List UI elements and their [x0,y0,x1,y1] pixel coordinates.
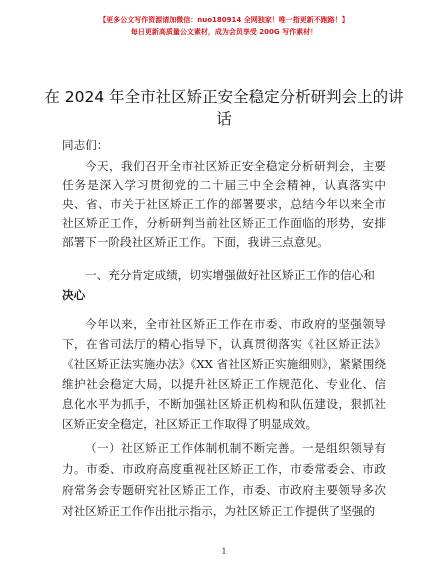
section-heading-1-cont: 决心 [62,288,86,302]
promo-line-2: 每日更新高质量公文素材，成为会员享受 200G 写作素材！ [130,28,318,36]
section-heading-1 [62,265,386,305]
page-number: 1 [221,547,227,556]
promo-banner [0,14,448,38]
salutation: 同志们： [62,138,109,152]
promo-line-1: 【更多公文写作资源请加微信：nuo180914 全网独家！唯一指更新不跑路！】 [99,16,349,24]
section-heading-1-text: 一、充分肯定成绩，切实增强做好社区矫正工作的信心和 [85,268,375,282]
paragraph-achievements: 今年以来，全市社区矫正工作在市委、市政府的坚强领导下，在省司法厅的精心指导下，认真贯彻落实《社区矫正法》《社区矫正法实施办法》《XX 省社区矫正实施细则》，紧紧围绕维护社会稳定大局，以提升社区矫正工作规范化、专业化、信息化水平为抓手，不断加强社区矫正机构和队伍建设，狠抓社区矫正安全稳定，社区矫正工作取得了明显成效。 [62,317,386,431]
paragraph-intro: 今天，我们召开全市社区矫正安全稳定分析研判会，主要任务是深入学习贯彻党的二十届三中全会精神，认真落实中央、省、市关于社区矫正工作的部署要求，总结今年以来全市社区矫正工作，分析研判当前社区矫正工作面临的形势，安排部署下一阶段社区矫正工作。下面，我讲三点意见。 [62,159,386,249]
document-title: 在 2024 年全市社区矫正安全稳定分析研判会上的讲话 [44,88,404,128]
paragraph-subsection-1: （一）社区矫正工作体制机制不断完善。一是组织领导有力。市委、市政府高度重视社区矫正工作，市委常委会、市政府常务会专题研究社区矫正工作，市委、市政府主要领导多次对社区矫正工作作出批示指示，为社区矫正工作提供了坚强的 [62,441,386,518]
